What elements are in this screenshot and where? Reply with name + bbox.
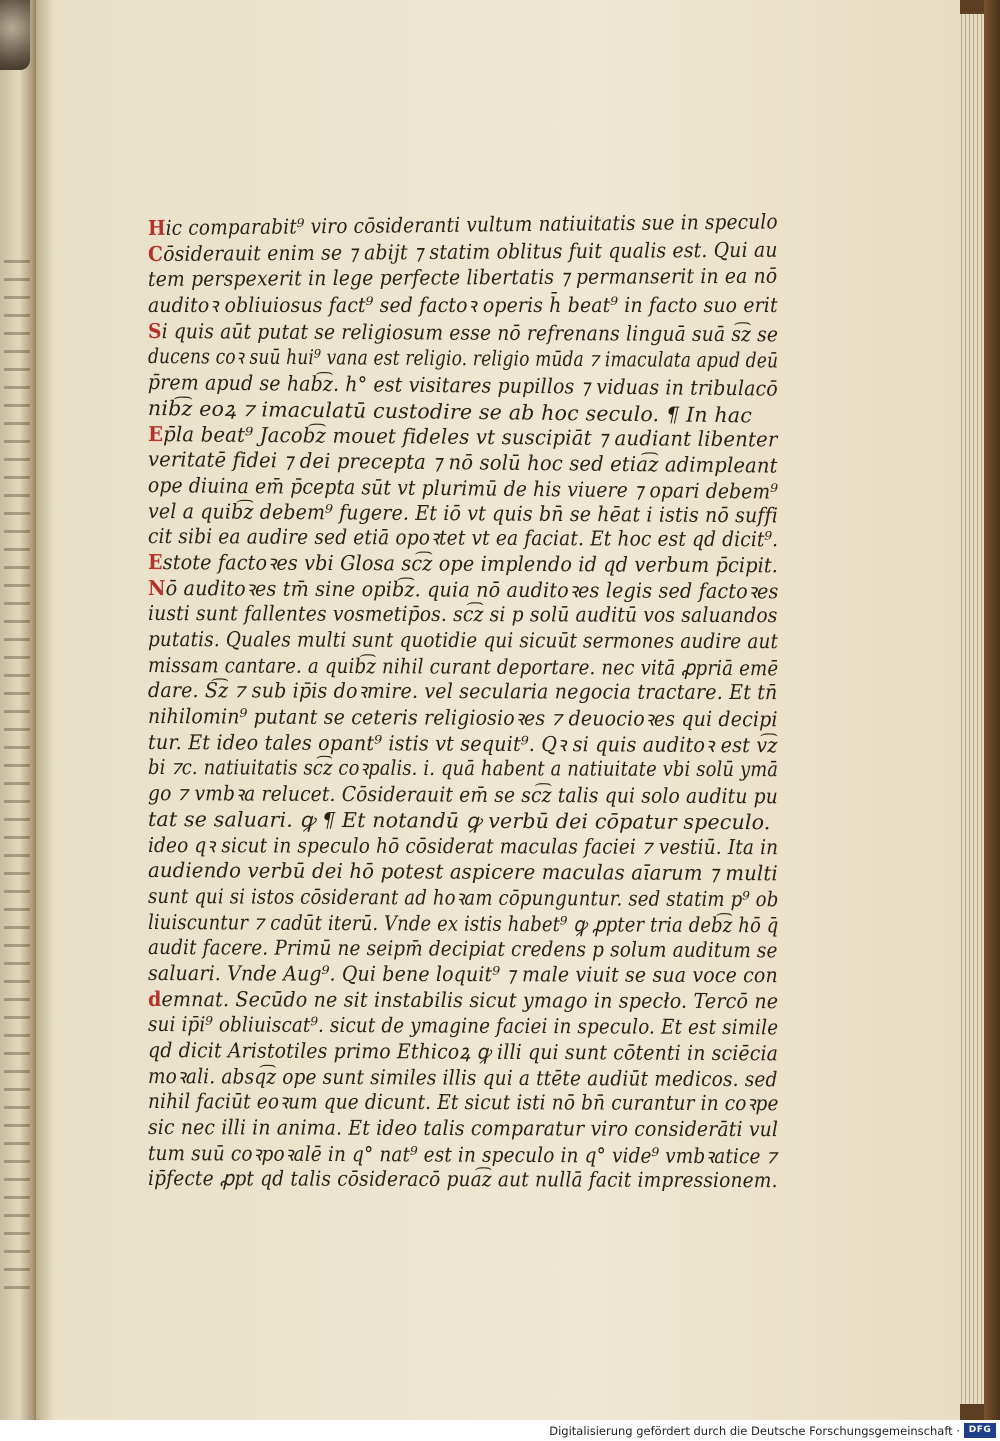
text-line: Hic comparabit⁹ viro cōsideranti vultum natiuitatis sue in speculo (147, 209, 778, 240)
text-line: demnat. Secūdo ne sit instabilis sicut ymago in specło. Tercō ne (147, 986, 779, 1013)
text-line: liuiscuntur ⁊ cadūt iterū. Vnde ex istis habet⁹ ꝙ ꝓpter tria deb͡z hō q̄ (147, 909, 779, 937)
text-line: Cōsiderauit enim se ⁊ abijt ⁊ statim oblitus fuit qualis est. Qui au (147, 237, 778, 266)
text-line: auditoꝛ obliuiosus fact⁹ sed factoꝛ operis h̄ beat⁹ in facto suo erit (148, 293, 778, 318)
text-line: moꝛali. absq͡z ope sunt similes illis qui a ttēte audiūt medicos. sed (147, 1063, 778, 1091)
page-fore-edge (958, 14, 984, 1404)
text-line: tum suū coꝛpoꝛalē in q° nat⁹ est in speculo in q° vide⁹ vmbꝛatice ⁊ (147, 1140, 778, 1169)
incunabula-text-block (147, 209, 779, 1193)
book-clasp (0, 0, 30, 70)
text-line: qd dicit Aristotiles primo Ethicoꝝ ꝙ illi qui sunt cōtenti in sciēcia (147, 1038, 779, 1066)
text-line: ideo qꝛ sicut in speculo hō cōsiderat maculas faciei ⁊ vestiū. Ita in (147, 832, 779, 859)
text-line: dare. S͡z ⁊ sub ip̄is doꝛmire. vel secularia negocia tractare. Et tn̄ (147, 678, 778, 705)
text-line: ope diuina em̄ p̄cepta sūt vt plurimū de his viuere ⁊ opari debem⁹ (147, 472, 779, 504)
text-line: veritatē fidei ⁊ dei precepta ⁊ nō solū hoc sed etia͡z adimpleant (147, 447, 778, 478)
left-page-bleed-text (4, 260, 30, 1300)
text-line: tem perspexerit in lege perfecte libertatis ⁊ permanserit in ea nō (147, 264, 778, 292)
text-line: sui ip̄i⁹ obliuiscat⁹. sicut de ymagine faciei in speculo. Et est simile (147, 1012, 779, 1040)
text-line: sic nec illi in anima. Et ideo talis comparatur viro considerāti vul (147, 1115, 779, 1142)
text-line: Nō auditoꝛes tm̄ sine opib͡z. quia nō auditoꝛes legis sed factoꝛes (147, 575, 779, 603)
text-line: p̄rem apud se hab͡z. h° est visitares pupillos ⁊ viduas in tribulacō (147, 370, 779, 401)
funding-credit: Digitalisierung gefördert durch die Deutsche Forschungsgemeinschaft · (549, 1424, 960, 1438)
text-line: putatis. Quales multi sunt quotidie qui sicuūt sermones audire aut (147, 627, 779, 654)
dfg-logo[interactable]: DFG (964, 1423, 996, 1438)
text-line: Ep̄la beat⁹ Jacob͡z mouet fideles vt suscipiāt ⁊ audiant libenter (147, 421, 778, 451)
digitization-footer (0, 1420, 1000, 1441)
text-line: sunt qui si istos cōsiderant ad hoꝛam cōpunguntur. sed statim p⁹ ob (147, 883, 779, 912)
text-line: audit facere. Primū ne seipm̄ decipiat credens p solum auditum se (147, 935, 778, 963)
text-line: bi ⁊c. natiuitatis sc͡z coꝛpalis. i. quā habent a natiuitate vbi solū ymā (147, 755, 779, 782)
text-line: ducens coꝛ suū hui⁹ vana est religio. religio mūda ⁊ imaculata apud deū (147, 344, 779, 373)
rubricated-initial: E (147, 549, 163, 575)
text-line: vel a quib͡z debem⁹ fugere. Et iō vt quis bn̄ se hēat i istis nō suffi (147, 498, 779, 527)
text-line: ip̄fecte ꝓpt qd talis cōsideracō pua͡z aut nullā facit impressionem. (147, 1166, 778, 1193)
text-line: go ⁊ vmbꝛa relucet. Cōsiderauit em̄ se sc͡z talis qui solo auditu pu (147, 781, 778, 809)
rubricated-initial: H (147, 215, 166, 240)
text-line: tat se saluari. ꝙ ¶ Et notandū ꝙ verbū dei cōpatur speculo. (147, 806, 771, 835)
text-line: nib͡z eoꝝ ⁊ imaculatū custodire se ab hoc seculo. ¶ In hac (147, 395, 753, 428)
rubricated-initial: C (147, 241, 164, 266)
text-line: Estote factoꝛes vbi Glosa sc͡z ope implendo id qd verbum p̄cipit. (147, 549, 779, 578)
rubricated-initial: E (147, 421, 164, 446)
rubricated-initial: d (147, 986, 162, 1011)
text-line: nihilomin⁹ putant se ceteris religiosioꝛes ⁊ deuocioꝛes qui decipi (147, 704, 778, 732)
rubricated-initial: N (147, 575, 166, 600)
text-line: nihil faciūt eoꝛum que dicunt. Et sicut isti nō bn̄ curantur in coꝛpe (147, 1089, 779, 1116)
text-line: missam cantare. a quib͡z nihil curant deportare. nec vitā ꝓpriā emē (147, 652, 779, 680)
text-line: tur. Et ideo tales opant⁹ istis vt sequit⁹. Qꝛ si quis auditoꝛ est v͡z (147, 729, 778, 758)
text-line: audiendo verbū dei hō potest aspicere maculas aīarum ⁊ multi (147, 858, 778, 886)
text-line: saluari. Vnde Aug⁹. Qui bene loquit⁹ ⁊ male viuit se sua voce con (147, 960, 778, 988)
book-cover-edge (984, 0, 1000, 1420)
rubricated-initial: S (147, 318, 162, 343)
text-line: cit sibi ea audire sed etiā opoꝛtet vt ea faciat. Et hoc est qd dicit⁹. (147, 524, 779, 552)
text-line: Si quis aūt putat se religiosum esse nō refrenans linguā suā s͡z se (147, 318, 779, 347)
text-line: iusti sunt fallentes vosmetip̄os. sc͡z si p solū auditū vos saluandos (147, 601, 778, 628)
